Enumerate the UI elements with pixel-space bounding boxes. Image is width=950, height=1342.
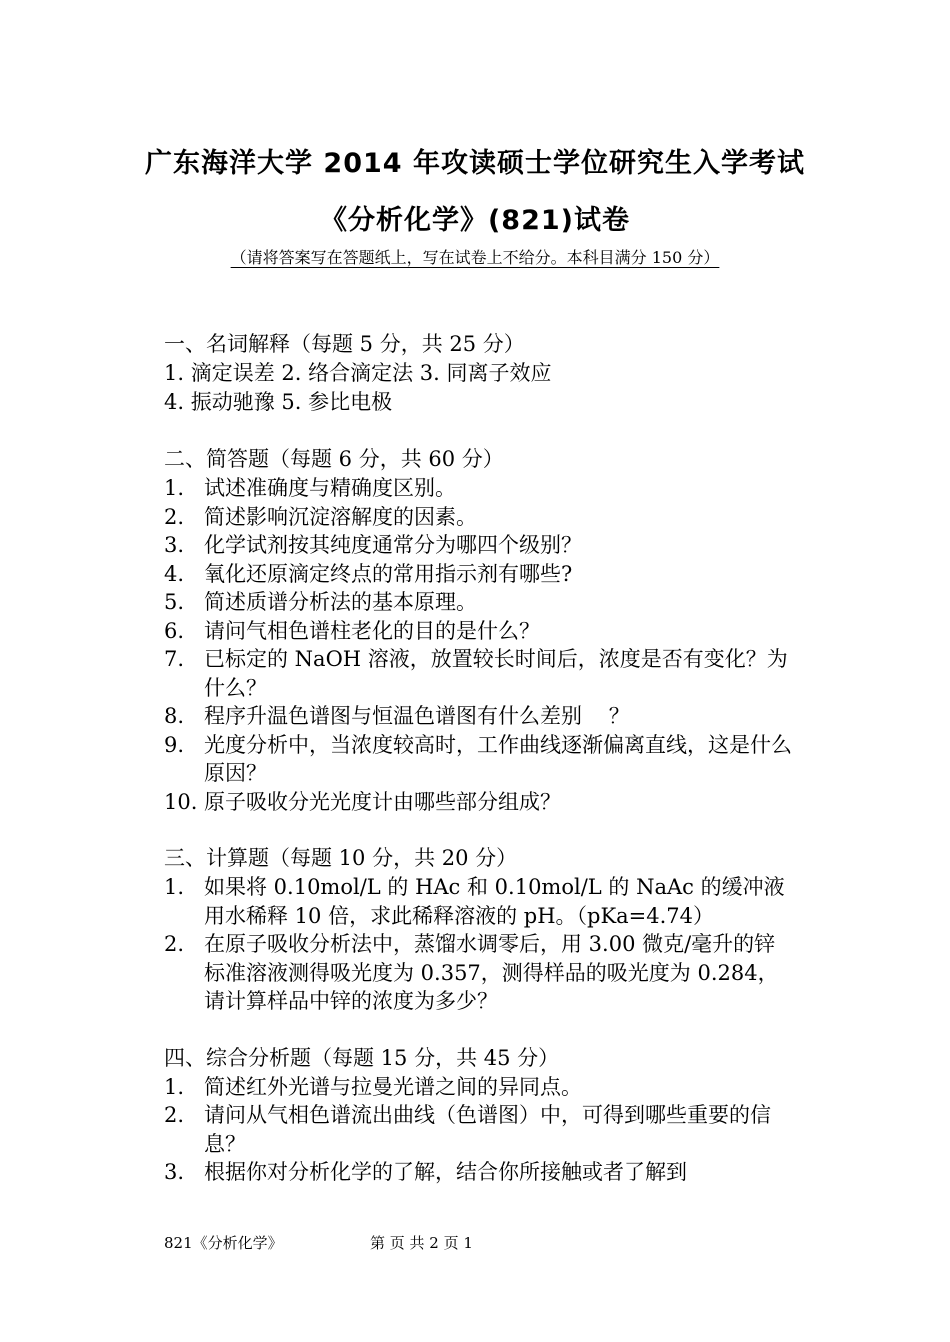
question-text: 简述影响沉淀溶解度的因素。: [204, 504, 477, 529]
question-item: [164, 1158, 794, 1187]
exam-content: [164, 330, 794, 1215]
question-item: [164, 645, 794, 702]
question-line: 1. 滴定误差 2. 络合滴定法 3. 同离子效应: [164, 361, 552, 385]
question-number: 1.: [164, 875, 185, 899]
footer-course: 821《分析化学》: [164, 1234, 283, 1252]
question-text: 原子吸收分光光度计由哪些部分组成？: [204, 789, 561, 814]
question-number: 1.: [164, 1074, 185, 1099]
question-text: 根据你对分析化学的了解，结合你所接触或者了解到: [204, 1160, 687, 1184]
question-text: 程序升温色谱图与恒温色谱图有什么差别 ？: [204, 704, 630, 728]
question-item: [164, 702, 794, 731]
question-item: [164, 531, 794, 560]
section-comprehensive-analysis: [164, 1044, 794, 1187]
question-text: 氧化还原滴定终点的常用指示剂有哪些?: [204, 561, 573, 586]
question-line: 4. 振动驰豫 5. 参比电极: [164, 390, 393, 414]
question-text: 简述质谱分析法的基本原理。: [204, 590, 477, 614]
question-number: 2.: [164, 932, 185, 956]
question-text: 如果将 0.10mol/L 的 HAc 和 0.10mol/L 的 NaAc 的缓冲液用水稀释 10 倍，求此稀释溶液的 pH。（pKa=4.74）: [204, 875, 785, 928]
section-heading: 四、综合分析题（每题 15 分，共 45 分）: [164, 1045, 560, 1070]
question-number: 5.: [164, 590, 185, 614]
question-number: 2.: [164, 504, 185, 529]
question-item: [164, 560, 794, 589]
question-item: [164, 503, 794, 532]
question-text: 请问气相色谱柱老化的目的是什么？: [204, 618, 540, 643]
question-item: [164, 588, 794, 617]
question-text: 试述准确度与精确度区别。: [204, 476, 456, 500]
question-text: 化学试剂按其纯度通常分为哪四个级别？: [204, 533, 582, 557]
question-item: [164, 873, 794, 930]
page-title: 广东海洋大学 2014 年攻读硕士学位研究生入学考试: [145, 148, 805, 179]
question-item: [164, 930, 794, 1016]
section-heading: 三、计算题（每题 10 分，共 20 分）: [164, 846, 518, 870]
section-heading: 一、名词解释（每题 5 分，共 25 分）: [164, 332, 525, 356]
question-number: 3.: [164, 533, 185, 557]
question-number: 6.: [164, 618, 185, 643]
section-calculation: [164, 844, 794, 1016]
question-text: 简述红外光谱与拉曼光谱之间的异同点。: [204, 1074, 582, 1099]
question-item: [164, 788, 794, 817]
question-number: 4.: [164, 561, 185, 586]
question-number: 1.: [164, 476, 185, 500]
question-number: 8.: [164, 704, 185, 728]
question-number: 9.: [164, 732, 185, 757]
instruction-note: （请将答案写在答题纸上，写在试卷上不给分。本科目满分 150 分）: [230, 248, 720, 267]
question-item: [164, 731, 794, 788]
page-footer: [164, 1232, 473, 1253]
question-item: [164, 474, 794, 503]
question-number: 2.: [164, 1103, 185, 1127]
question-item: [164, 1101, 794, 1158]
section-short-answer: [164, 445, 794, 816]
question-text: 已标定的 NaOH 溶液，放置较长时间后，浓度是否有变化？为什么？: [204, 647, 788, 700]
section-term-definitions: [164, 330, 794, 417]
footer-page-number: 第 页 共 2 页 1: [370, 1234, 473, 1252]
question-text: 在原子吸收分析法中，蒸馏水调零后，用 3.00 微克/毫升的锌标准溶液测得吸光度为 0.357，测得样品的吸光度为 0.284，请计算样品中锌的浓度为多少？: [204, 932, 779, 1013]
question-number: 3.: [164, 1160, 185, 1184]
question-number: 7.: [164, 647, 185, 671]
exam-subtitle: 《分析化学》(821)试卷: [319, 205, 631, 236]
question-text: 请问从气相色谱流出曲线（色谱图）中，可得到哪些重要的信息？: [204, 1103, 771, 1156]
question-number: 10.: [164, 789, 198, 814]
question-item: [164, 617, 794, 646]
section-heading: 二、简答题（每题 6 分，共 60 分）: [164, 447, 504, 471]
question-text: 光度分析中，当浓度较高时，工作曲线逐渐偏离直线，这是什么原因？: [204, 732, 792, 785]
question-item: [164, 1073, 794, 1102]
